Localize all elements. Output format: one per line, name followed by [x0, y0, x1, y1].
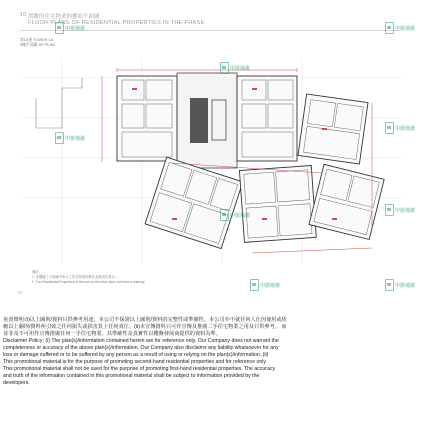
disclaimer-en-line: developers. — [3, 380, 30, 386]
disclaimer-en-line: This promotional material is for the purpose of promoting second-hand residential properties and for reference only. — [3, 359, 268, 365]
watermark-logo: 中原地產 — [250, 275, 280, 295]
watermark-logo: 中原地產 — [55, 18, 85, 38]
watermark-logo: 中原地產 — [385, 118, 415, 138]
section-title-zh: 期數的住宅物業的樓面平面圖 — [28, 14, 100, 20]
disclaimer-en-line: and truth of the information contained in this promotional material shall be subject to information provided by the — [3, 373, 260, 379]
disclaimer — [3, 317, 421, 387]
floor-plan-drawing — [22, 58, 402, 264]
watermark-logo: 中原地產 — [385, 275, 415, 295]
disclaimer-en-line: This promotional material shall not be used for the purpose of promoting first-hand residential properties. The accuracy — [3, 366, 276, 372]
note-heading: 備註: — [32, 270, 40, 274]
floor-plan-name: 9樓平面圖 9/F PLAN — [20, 43, 55, 47]
page-number: 37 — [18, 290, 23, 295]
section-title-en: FLOOR PLANS OF RESIDENTIAL PROPERTIES IN THE PHASE — [28, 20, 205, 26]
watermark-logo: 中原地產 — [220, 205, 250, 225]
disclaimer-zh-line: 賴以上圖則/資料所引致之任何損失或損害負上任何責任。(ii)本宣傳資料只可作宣傳及推廣二手住宅物業之用及只供參考。 而 — [3, 324, 287, 330]
disclaimer-en-line: completeness or accuracy of the above plan(s)/information. Our Company also disclaims any liability whatsoever for any — [3, 345, 279, 351]
disclaimer-zh-line: 並非及不可用作宣傳推廣任何一手住宅物業。其準確性及真實性以樓盤發展商提供的資料為準。 — [3, 331, 221, 337]
note-zh: 1. 本樓層之平面圖中所示之住宅物業的單位並無設有露台... — [32, 275, 118, 279]
disclaimer-en-line: Disclaimer Policy: (i) The plan(s)/information contained herein are for reference only. Our Company does not warrant the — [3, 338, 279, 344]
tower-name: 第1A座 TOWER 1A — [20, 38, 54, 42]
disclaimer-en-line: loss or damage suffered or to be suffered by any person as a result of using or relying on the plan(s)/information. (ii) — [3, 352, 269, 358]
disclaimer-zh-line: 免責聲明:(i)以上圖則/資料只供參考用途。本公司不保證以上圖則/資料的完整性或準確性。本公司亦不就任何人仕因使用或依 — [3, 317, 287, 323]
watermark-logo: 中原地產 — [385, 18, 415, 38]
note-en: 1. The Residential Properties of the unit on this floor does not have a balcony. — [32, 280, 146, 284]
section-number: 10 — [20, 12, 27, 18]
watermark-logo: 中原地產 — [220, 58, 250, 78]
watermark-logo: 中原地產 — [385, 200, 415, 220]
watermark-logo: 中原地產 — [55, 128, 85, 148]
tower-label — [20, 38, 55, 48]
